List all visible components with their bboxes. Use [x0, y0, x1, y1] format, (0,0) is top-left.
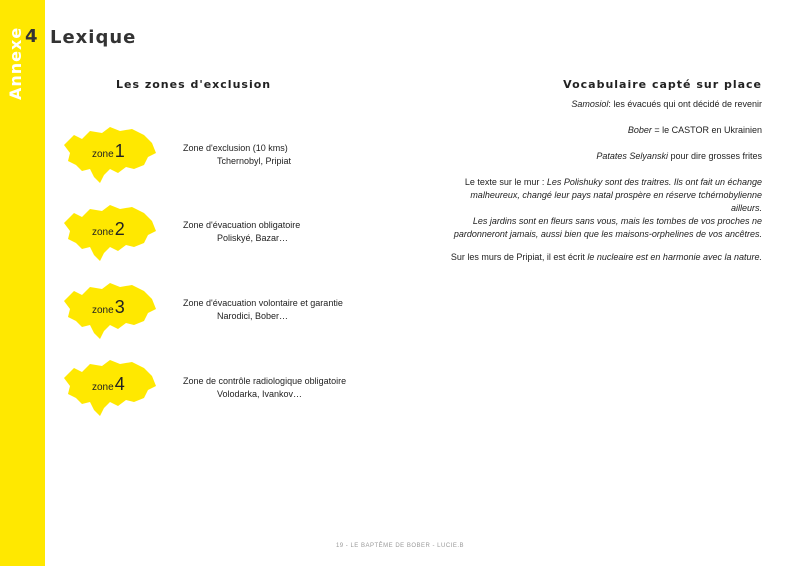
zone-map-3 — [60, 281, 160, 341]
zone-label — [92, 141, 125, 162]
vocab-term: Samosiol — [571, 99, 609, 109]
zone-label — [92, 297, 125, 318]
vocab-intro: Le texte sur le mur : — [464, 177, 547, 187]
zones-section-title: Les zones d'exclusion — [116, 78, 272, 91]
zone-line-1: Zone de contrôle radiologique obligatoire — [183, 376, 347, 386]
zone-line-2: Volodarka, Ivankov… — [217, 389, 303, 399]
zone-word: zone — [92, 227, 114, 238]
zone-description-4 — [183, 375, 346, 401]
zone-number: 3 — [114, 297, 125, 317]
zone-description-3 — [183, 297, 343, 323]
zone-description-1 — [183, 142, 291, 168]
zone-word: zone — [92, 382, 114, 393]
zone-word: zone — [92, 149, 114, 160]
annex-number: 4 — [25, 26, 38, 47]
zone-map-1 — [60, 125, 160, 185]
vocab-quote-2: Les jardins sont en fleurs sans vous, mais les tombes de vos proches ne pardonneront jamais, aussi bien que les maisons-orphelines de vos ancêtres. — [453, 216, 762, 239]
vocab-definition: pour dire grosses frites — [667, 151, 762, 161]
zone-number: 1 — [114, 141, 125, 161]
zone-description-2 — [183, 219, 300, 245]
zone-number: 4 — [114, 374, 125, 394]
vocab-term: Bober — [627, 125, 652, 135]
vocab-definition: : les évacués qui ont décidé de revenir — [608, 99, 762, 109]
zone-line-1: Zone d'exclusion (10 kms) — [183, 143, 288, 153]
zone-word: zone — [92, 305, 114, 316]
vocab-term: Patates Selyanski — [596, 151, 668, 161]
zone-label — [92, 219, 125, 240]
zone-map-4 — [60, 358, 160, 418]
vocab-quote: le nucleaire est en harmonie avec la nature. — [587, 252, 762, 262]
vocab-entry-samosiol — [442, 98, 762, 111]
page-title: Lexique — [50, 27, 137, 48]
zone-line-2: Tchernobyl, Pripiat — [217, 156, 292, 166]
zone-line-1: Zone d'évacuation volontaire et garantie — [183, 298, 343, 308]
page-footer: 19 - LE BAPTÊME DE BOBER - LUCIE.B — [335, 543, 465, 549]
zone-line-1: Zone d'évacuation obligatoire — [183, 220, 301, 230]
vocab-definition: = le CASTOR en Ukrainien — [651, 125, 762, 135]
sidebar-band — [0, 0, 45, 566]
vocab-entry-wall-text — [442, 176, 762, 241]
zone-line-2: Poliskyé, Bazar… — [217, 233, 289, 243]
vocab-quote: Les Polishuky sont des traitres. Ils ont fait un échange malheureux, changé leur pays natal prospère en réserve tchérnobylienne ailleurs. — [470, 177, 762, 213]
vocab-section-title: Vocabulaire capté sur place — [563, 78, 762, 91]
zone-label — [92, 374, 125, 395]
vocab-intro: Sur les murs de Pripiat, il est écrit — [450, 252, 588, 262]
vocab-entry-patates — [442, 150, 762, 163]
annex-label: Annexe — [6, 26, 25, 100]
vocab-entry-bober — [442, 124, 762, 137]
zone-line-2: Narodici, Bober… — [217, 311, 289, 321]
zone-number: 2 — [114, 219, 125, 239]
zone-map-2 — [60, 203, 160, 263]
vocab-entry-pripiat-wall — [442, 251, 762, 264]
